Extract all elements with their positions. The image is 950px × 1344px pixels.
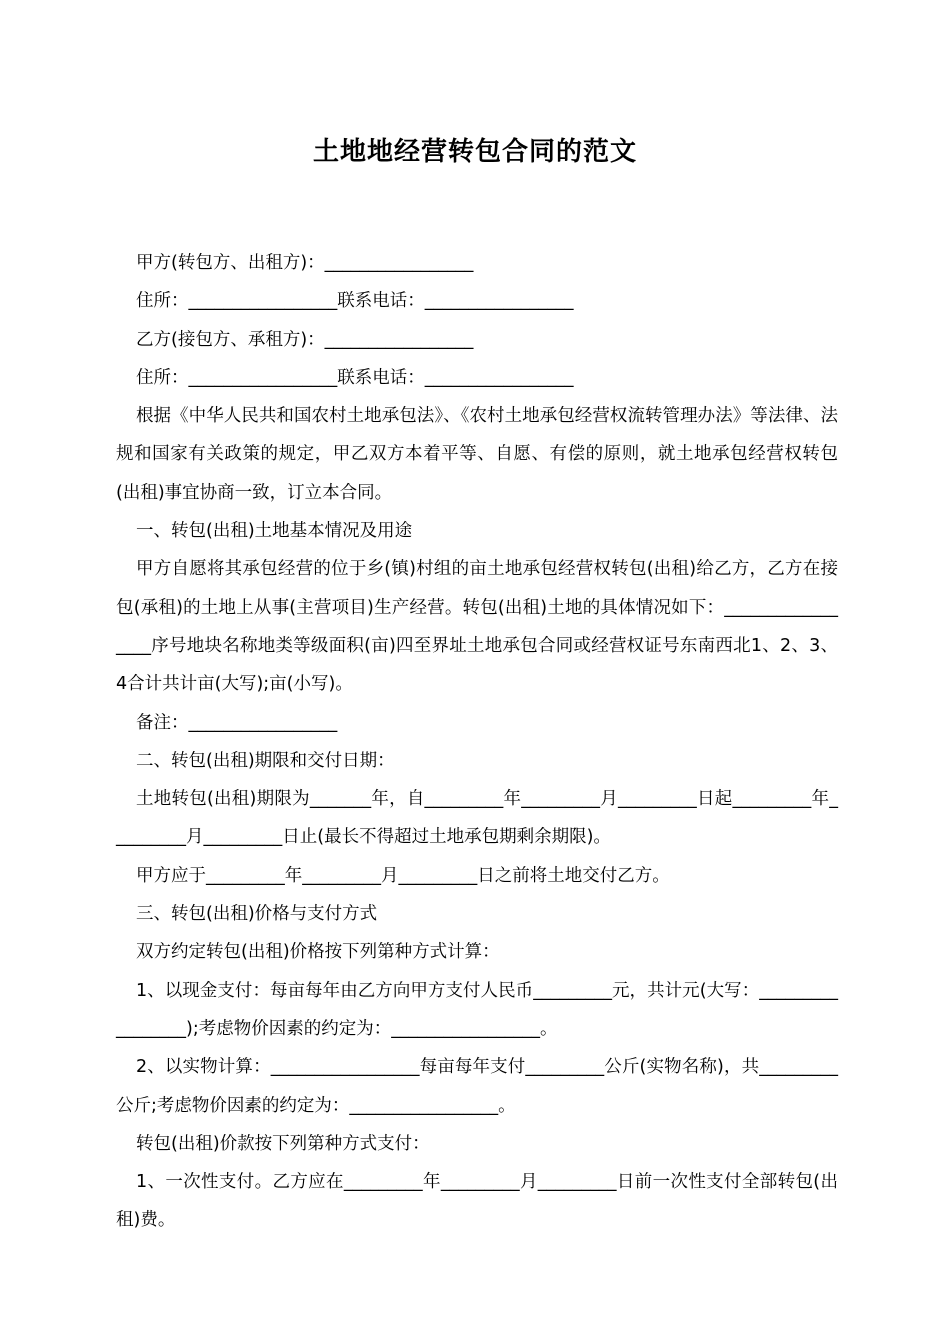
delivery-date-line: 甲方应于_________年_________月_________日之前将土地交付乙方。 xyxy=(136,865,670,886)
party-b-address-line: 住所：_________________联系电话：_________________ xyxy=(136,367,574,388)
in-kind-payment-paragraph: 2、以实物计算：_________________每亩每年支付_________公斤(实物名称)，共_________公斤;考虑物价因素的约定为：_________________。 xyxy=(116,1057,838,1116)
payment-method-line: 转包(出租)价款按下列第种方式支付： xyxy=(136,1133,430,1154)
document-title: 土地地经营转包合同的范文 xyxy=(312,137,637,167)
party-a-line: 甲方(转包方、出租方)：_________________ xyxy=(136,253,474,273)
pricing-method-line: 双方约定转包(出租)价格按下列第种方式计算： xyxy=(136,942,500,963)
section-1-paragraph: 甲方自愿将其承包经营的位于乡(镇)村组的亩土地承包经营权转包(出租)给乙方，乙方在接包(承租)的土地上从事(主营项目)生产经营。转包(出租)土地的具体情况如下：_________________序号地块名称地类等级面积(亩)四至界址土地承包合同或经营权证号东南西北1、2、3、4合计共计亩(大写);亩(小写)。 xyxy=(116,559,838,695)
document-body xyxy=(116,244,838,1240)
section-2-heading: 二、转包(出租)期限和交付日期： xyxy=(136,750,395,771)
lump-sum-payment-paragraph: 1、一次性支付。乙方应在_________年_________月_________日前一次性支付全部转包(出租)费。 xyxy=(116,1172,838,1231)
preamble-paragraph: 根据《中华人民共和国农村土地承包法》、《农村土地承包经营权流转管理办法》等法律、法规和国家有关政策的规定，甲乙双方本着平等、自愿、有偿的原则，就土地承包经营权转包(出租)事宜协商一致，订立本合同。 xyxy=(116,406,838,503)
party-a-address-line: 住所：_________________联系电话：_________________ xyxy=(136,291,574,312)
remarks-line: 备注：_________________ xyxy=(136,712,338,733)
section-3-heading: 三、转包(出租)价格与支付方式 xyxy=(136,904,378,925)
term-paragraph: 土地转包(出租)期限为_______年，自_________年_________月_________日起_________年_________月_________日止(最长不得超过土地承包期剩余期限)。 xyxy=(116,789,838,848)
section-1-heading: 一、转包(出租)土地基本情况及用途 xyxy=(136,521,413,542)
cash-payment-paragraph: 1、以现金支付：每亩每年由乙方向甲方支付人民币_________元，共计元(大写：_________________);考虑物价因素的约定为：_________________。 xyxy=(116,980,838,1039)
party-b-line: 乙方(接包方、承租方)：_________________ xyxy=(136,329,474,350)
